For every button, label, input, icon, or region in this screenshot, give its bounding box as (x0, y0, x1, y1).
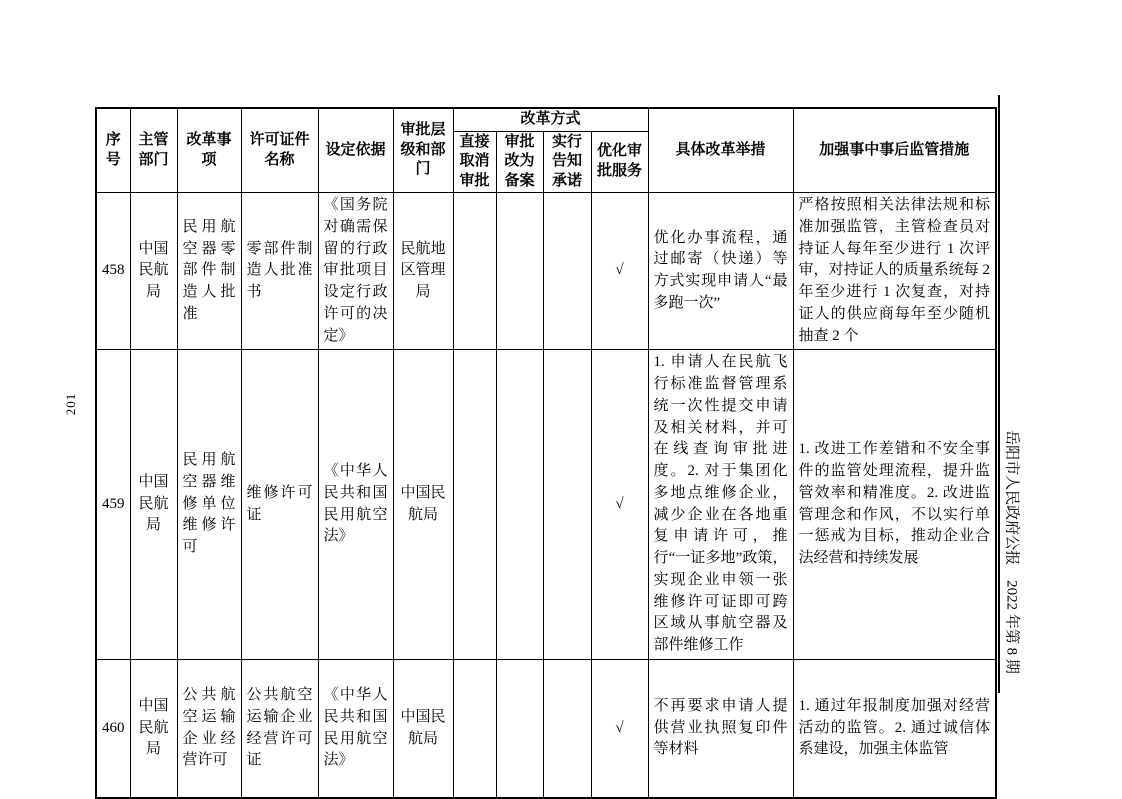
cell-supervision: 1. 通过年报制度加强对经营活动的监管。2. 通过诚信体系建设，加强主体监管 (793, 659, 996, 798)
cell-basis: 《中华人民共和国民用航空法》 (318, 350, 393, 660)
cell-notify-commit (543, 350, 591, 660)
col-header-supervision: 加强事中事后监管措施 (793, 108, 996, 193)
cell-supervision: 严格按照相关法律法规和标准加强监管，主管检查员对持证人每年至少进行 1 次评审，对持证人的质量系统每 2 年至少进行 1 次复查，对持证人的供应商每年至少随机抽查 2 个 (793, 193, 996, 350)
cell-to-filing (496, 350, 543, 660)
col-header-measures: 具体改革举措 (648, 108, 793, 193)
table-row-460 (96, 659, 996, 798)
col-header-to-filing: 审批改为备案 (496, 131, 543, 193)
cell-direct-cancel (453, 350, 496, 660)
cell-approval-level: 中国民航局 (393, 350, 453, 660)
cell-serial: 460 (96, 659, 130, 798)
cell-direct-cancel (453, 193, 496, 350)
cell-approval-level: 中国民航局 (393, 659, 453, 798)
cell-department: 中国民航局 (130, 350, 177, 660)
cell-supervision: 1. 改进工作差错和不安全事件的监管处理流程，提升监管效率和精准度。2. 改进监管理念和作风，不以实行单一惩戒为目标，推动企业合法经营和持续发展 (793, 350, 996, 660)
col-header-reform-method-group: 改革方式 (453, 108, 648, 131)
col-header-direct-cancel: 直接取消审批 (453, 131, 496, 193)
cell-reform-item: 公共航空运输企业经营许可 (177, 659, 241, 798)
cell-direct-cancel (453, 659, 496, 798)
cell-license-name: 公共航空运输企业经营许可证 (241, 659, 318, 798)
cell-notify-commit (543, 659, 591, 798)
col-header-approval-level: 审批层级和部门 (393, 108, 453, 193)
page-number: 201 (63, 392, 78, 416)
col-header-serial: 序号 (96, 108, 130, 193)
cell-to-filing (496, 659, 543, 798)
cell-basis: 《国务院对确需保留的行政审批项目设定行政许可的决定》 (318, 193, 393, 350)
col-header-department: 主管部门 (130, 108, 177, 193)
cell-optimize-checkmark: √ (591, 193, 648, 350)
cell-approval-level: 民航地区管理局 (393, 193, 453, 350)
cell-reform-item: 民用航空器维修单位维修许可 (177, 350, 241, 660)
header-row-1 (96, 108, 996, 131)
table-row-459 (96, 350, 996, 660)
col-header-basis: 设定依据 (318, 108, 393, 193)
journal-title-vertical: 岳阳市人民政府公报 2022 年第 8 期 (1003, 430, 1020, 674)
cell-measures: 不再要求申请人提供营业执照复印件等材料 (648, 659, 793, 798)
cell-optimize-checkmark: √ (591, 350, 648, 660)
col-header-license-name: 许可证件名称 (241, 108, 318, 193)
cell-department: 中国民航局 (130, 193, 177, 350)
cell-optimize-checkmark: √ (591, 659, 648, 798)
table-row-458 (96, 193, 996, 350)
cell-measures: 1. 申请人在民航飞行标准监督管理系统一次性提交申请及相关材料，并可在线查询审批进度。2. 对于集团化多地点维修企业，减少企业在各地重复申请许可，推行“一证多地”政策，实现企业申领一张维修许可证即可跨区域从事航空器及部件维修工作 (648, 350, 793, 660)
cell-to-filing (496, 193, 543, 350)
col-header-optimize-service: 优化审批服务 (591, 131, 648, 193)
col-header-notify-commit: 实行告知承诺 (543, 131, 591, 193)
reform-items-table (95, 107, 997, 799)
cell-notify-commit (543, 193, 591, 350)
cell-reform-item: 民用航空器零部件制造人批准 (177, 193, 241, 350)
cell-serial: 458 (96, 193, 130, 350)
cell-basis: 《中华人民共和国民用航空法》 (318, 659, 393, 798)
cell-serial: 459 (96, 350, 130, 660)
cell-license-name: 零部件制造人批准书 (241, 193, 318, 350)
cell-measures: 优化办事流程，通过邮寄（快递）等方式实现申请人“最多跑一次” (648, 193, 793, 350)
cell-department: 中国民航局 (130, 659, 177, 798)
col-header-reform-item: 改革事项 (177, 108, 241, 193)
cell-license-name: 维修许可证 (241, 350, 318, 660)
page-side-rule (998, 95, 1000, 693)
